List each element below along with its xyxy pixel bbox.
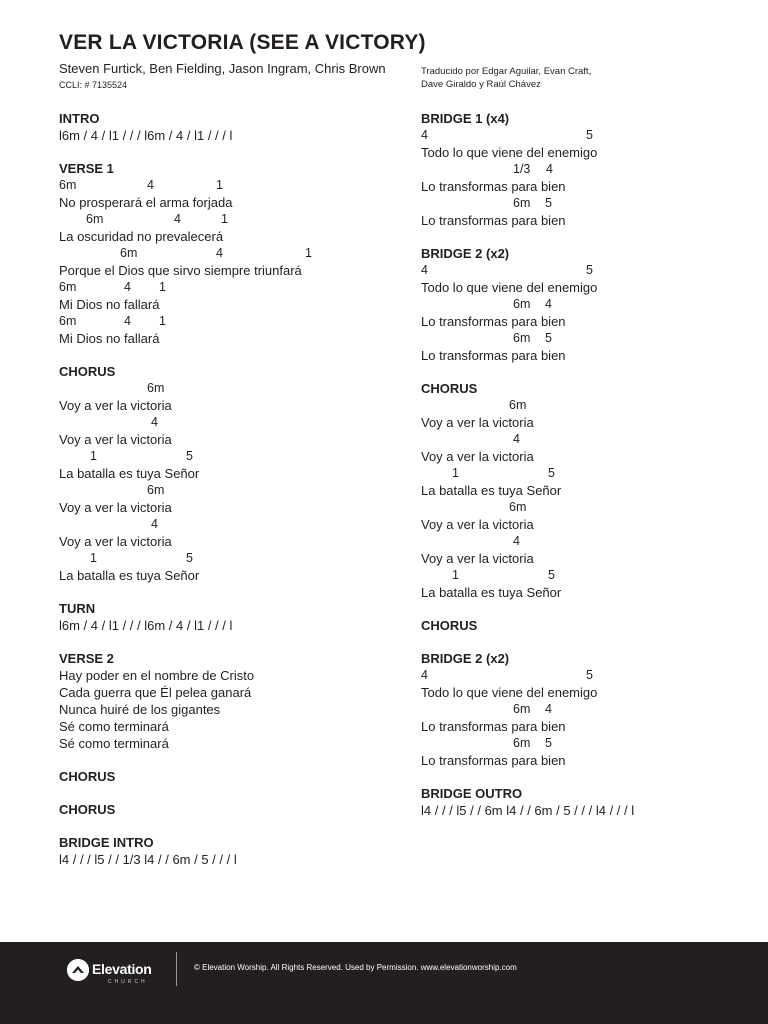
lyric-line: Porque el Dios que sirvo siempre triunfará [59, 263, 302, 278]
chord-line [421, 499, 721, 516]
chord: 5 [545, 196, 552, 210]
chord: 5 [186, 551, 193, 565]
song-authors: Steven Furtick, Ben Fielding, Jason Ingram, Chris Brown [59, 61, 386, 76]
section-heading: CHORUS [59, 802, 116, 817]
lyric-line: Sé como terminará [59, 719, 169, 734]
chord: 5 [586, 128, 593, 142]
chord: 6m [513, 702, 531, 716]
lyric-line: Cada guerra que Él pelea ganará [59, 685, 252, 700]
chord: 5 [545, 736, 552, 750]
elevation-logo-icon [67, 959, 89, 981]
lyric-line: l6m / 4 / l1 / / / l6m / 4 / l1 / / / l [59, 128, 233, 143]
lyric-line: Todo lo que viene del enemigo [421, 280, 598, 295]
lyric-line: Voy a ver la victoria [59, 500, 172, 515]
chord-line [59, 177, 409, 194]
chord-line [421, 567, 721, 584]
chord-line [421, 431, 721, 448]
section-heading: BRIDGE 1 (x4) [421, 111, 510, 126]
section-heading: CHORUS [421, 381, 478, 396]
lyric-line: La batalla es tuya Señor [59, 466, 200, 481]
chord: 4 [513, 534, 520, 548]
lyric-line: Lo transformas para bien [421, 179, 566, 194]
chord: 6m [513, 736, 531, 750]
song-section [421, 110, 721, 229]
lyric-line: Todo lo que viene del enemigo [421, 685, 598, 700]
chord: 5 [586, 263, 593, 277]
chord: 5 [545, 331, 552, 345]
chord-line [59, 448, 409, 465]
lyric-line: La batalla es tuya Señor [421, 585, 562, 600]
chord-line [421, 330, 721, 347]
chord: 5 [548, 466, 555, 480]
chord: 6m [86, 212, 104, 226]
mountain-icon [67, 959, 89, 981]
lyric-line: La oscuridad no prevalecerá [59, 229, 224, 244]
chord: 6m [59, 314, 77, 328]
lyric-line: No prosperará el arma forjada [59, 195, 233, 210]
lyric-line: Nunca huiré de los gigantes [59, 702, 221, 717]
song-section [59, 801, 409, 818]
chord: 1 [90, 449, 97, 463]
song-section [421, 245, 721, 364]
chord-line [421, 735, 721, 752]
chord: 6m [509, 500, 527, 514]
lyric-line: La batalla es tuya Señor [59, 568, 200, 583]
song-section [59, 834, 409, 868]
chord: 1 [452, 466, 459, 480]
footer-bar [0, 942, 768, 1024]
section-heading: INTRO [59, 111, 100, 126]
lyric-line: Voy a ver la victoria [59, 534, 172, 549]
lyric-line: Voy a ver la victoria [421, 449, 534, 464]
chord: 4 [151, 517, 158, 531]
lyric-line: Voy a ver la victoria [421, 551, 534, 566]
chord: 1 [216, 178, 223, 192]
translator-line: Dave Giraldo y Raúl Chávez [421, 79, 541, 90]
copyright-text: © Elevation Worship. All Rights Reserved. Used by Permission. www.elevationworship.com [194, 963, 517, 972]
song-section [59, 160, 409, 347]
song-section [421, 650, 721, 769]
lyric-line: Voy a ver la victoria [59, 398, 172, 413]
chord: 6m [59, 280, 77, 294]
chord: 4 [151, 415, 158, 429]
chord-line [59, 245, 409, 262]
footer-divider [176, 952, 177, 986]
chord: 6m [59, 178, 77, 192]
section-heading: CHORUS [59, 769, 116, 784]
chord: 4 [421, 128, 428, 142]
chord: 1/3 [513, 162, 531, 176]
lyric-line: Todo lo que viene del enemigo [421, 145, 598, 160]
chord-line [421, 262, 721, 279]
lyric-line: Mi Dios no fallará [59, 331, 160, 346]
lyric-line: Lo transformas para bien [421, 213, 566, 228]
chord: 4 [421, 668, 428, 682]
chord: 6m [120, 246, 138, 260]
chord: 4 [546, 162, 553, 176]
chord-line [59, 279, 409, 296]
lyric-line: Lo transformas para bien [421, 719, 566, 734]
logo-wordmark: Elevation [92, 961, 152, 977]
chord: 1 [90, 551, 97, 565]
chord: 1 [221, 212, 228, 226]
elevation-logo [67, 959, 167, 985]
section-heading: BRIDGE 2 (x2) [421, 651, 510, 666]
left-column [59, 110, 409, 884]
chord: 6m [513, 331, 531, 345]
chord: 6m [509, 398, 527, 412]
lyric-line: Lo transformas para bien [421, 753, 566, 768]
lyric-line: Voy a ver la victoria [421, 415, 534, 430]
lyric-line: Lo transformas para bien [421, 348, 566, 363]
chord: 4 [545, 297, 552, 311]
chord-line [59, 313, 409, 330]
section-heading: BRIDGE INTRO [59, 835, 154, 850]
song-section [59, 600, 409, 634]
chord: 4 [174, 212, 181, 226]
chord-line [421, 161, 721, 178]
chord-line [421, 667, 721, 684]
chord-line [59, 550, 409, 567]
chord: 5 [186, 449, 193, 463]
song-section [421, 785, 721, 819]
lyric-line: Sé como terminará [59, 736, 169, 751]
chord: 1 [452, 568, 459, 582]
lyric-line: Voy a ver la victoria [421, 517, 534, 532]
chord-line [421, 397, 721, 414]
chord: 5 [548, 568, 555, 582]
ccli-number: CCLI: # 7135524 [59, 80, 128, 90]
lyric-line: l4 / / / l5 / / 1/3 l4 / / 6m / 5 / / / l [59, 852, 237, 867]
lyric-line: Mi Dios no fallará [59, 297, 160, 312]
logo-subtitle: CHURCH [108, 979, 148, 985]
song-title: VER LA VICTORIA (SEE A VICTORY) [59, 31, 426, 54]
right-column [421, 110, 721, 835]
chord-line [421, 127, 721, 144]
chord: 4 [147, 178, 154, 192]
song-section [59, 363, 409, 584]
chord-line [421, 701, 721, 718]
chord: 4 [513, 432, 520, 446]
chord: 1 [159, 280, 166, 294]
chord-line [421, 465, 721, 482]
chord-line [59, 380, 409, 397]
section-heading: TURN [59, 601, 96, 616]
chord: 5 [586, 668, 593, 682]
chord-line [59, 482, 409, 499]
lyric-line: Hay poder en el nombre de Cristo [59, 668, 255, 683]
section-heading: BRIDGE OUTRO [421, 786, 523, 801]
chord: 1 [305, 246, 312, 260]
song-section [59, 110, 409, 144]
chord: 6m [147, 381, 165, 395]
section-heading: VERSE 2 [59, 651, 114, 666]
chord: 4 [421, 263, 428, 277]
lyric-line: l6m / 4 / l1 / / / l6m / 4 / l1 / / / l [59, 618, 233, 633]
lyric-line: l4 / / / l5 / / 6m l4 / / 6m / 5 / / / l4 / / / l [421, 803, 635, 818]
chord: 4 [545, 702, 552, 716]
chord: 4 [124, 280, 131, 294]
song-section [421, 617, 721, 634]
chord-line [59, 516, 409, 533]
song-section [59, 650, 409, 752]
translator-line: Traducido por Edgar Aguilar, Evan Craft, [421, 66, 592, 77]
chord-line [421, 195, 721, 212]
chord: 4 [124, 314, 131, 328]
chord-line [421, 533, 721, 550]
section-heading: BRIDGE 2 (x2) [421, 246, 510, 261]
section-heading: CHORUS [59, 364, 116, 379]
lyric-line: La batalla es tuya Señor [421, 483, 562, 498]
chord: 4 [216, 246, 223, 260]
chord: 6m [513, 196, 531, 210]
lyric-line: Voy a ver la victoria [59, 432, 172, 447]
translator-credit [421, 65, 641, 91]
section-heading: CHORUS [421, 618, 478, 633]
chord-line [421, 296, 721, 313]
chord: 6m [513, 297, 531, 311]
chord-line [59, 211, 409, 228]
song-section [421, 380, 721, 601]
chord: 1 [159, 314, 166, 328]
lyric-line: Lo transformas para bien [421, 314, 566, 329]
chord: 6m [147, 483, 165, 497]
section-heading: VERSE 1 [59, 161, 114, 176]
chord-line [59, 414, 409, 431]
song-section [59, 768, 409, 785]
